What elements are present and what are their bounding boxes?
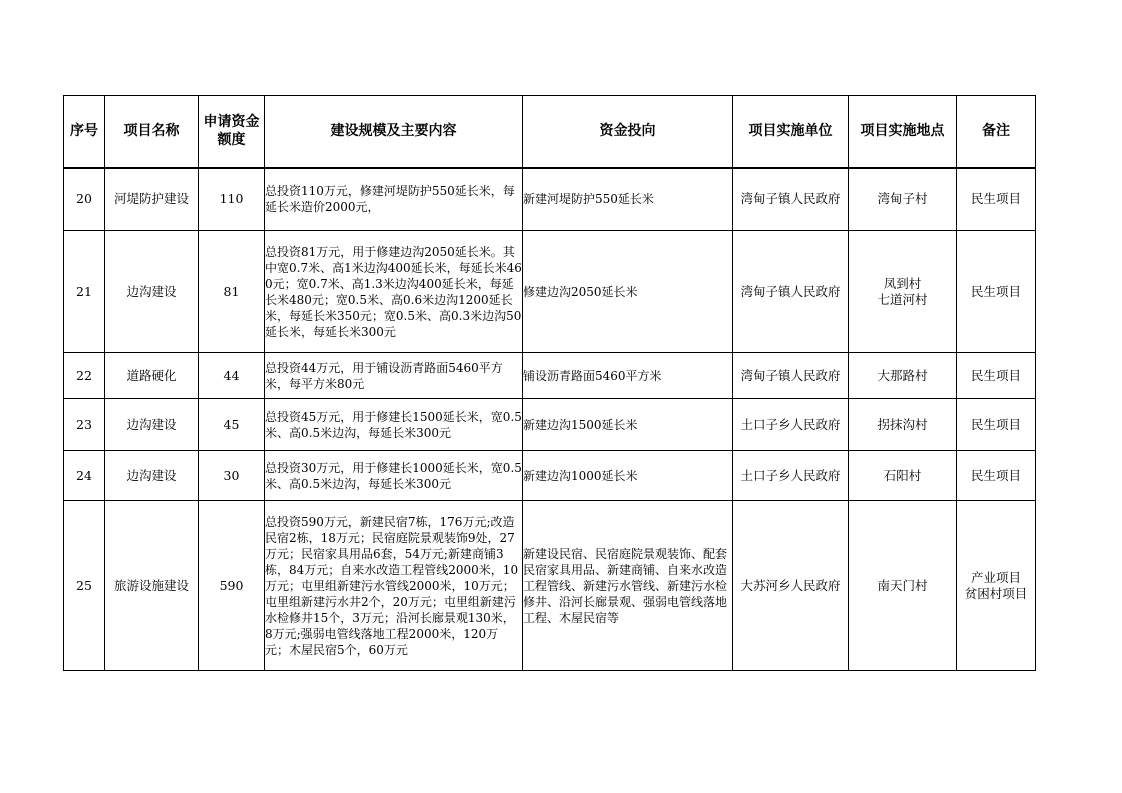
cell-project-name: 旅游设施建设 (105, 501, 199, 671)
cell-amount: 30 (199, 451, 265, 501)
cell-scale: 总投资590万元，新建民宿7栋，176万元;改造民宿2栋，18万元；民宿庭院景观装饰9处，27万元；民宿家具用品6套，54万元;新建商铺3栋，84万元；自来水改造工程管线2000米，10万元；屯里组新建污水管线2000米，10万元；屯里组新建污水井2个，20万元；屯里组新建污水检修井15个，3万元；沿河长廊景观130米，8万元;强弱电管线落地工程2000米，120万元；木屋民宿5个，60万元 (265, 501, 523, 671)
cell-scale: 总投资44万元，用于铺设沥青路面5460平方米，每平方米80元 (265, 353, 523, 399)
cell-unit: 土口子乡人民政府 (733, 399, 849, 451)
cell-project-name: 边沟建设 (105, 399, 199, 451)
cell-unit: 湾甸子镇人民政府 (733, 353, 849, 399)
cell-location: 凤到村 七道河村 (849, 231, 957, 353)
cell-amount: 44 (199, 353, 265, 399)
cell-direction: 新建河堤防护550延长米 (523, 168, 733, 231)
table-row (64, 451, 1036, 501)
cell-remark: 民生项目 (957, 399, 1036, 451)
cell-direction: 铺设沥青路面5460平方米 (523, 353, 733, 399)
cell-unit: 湾甸子镇人民政府 (733, 168, 849, 231)
cell-unit: 大苏河乡人民政府 (733, 501, 849, 671)
table-header-row (64, 96, 1036, 168)
table-row (64, 168, 1036, 231)
cell-remark: 民生项目 (957, 231, 1036, 353)
cell-project-name: 河堤防护建设 (105, 168, 199, 231)
cell-amount: 110 (199, 168, 265, 231)
cell-remark: 民生项目 (957, 353, 1036, 399)
cell-direction: 新建边沟1000延长米 (523, 451, 733, 501)
cell-scale: 总投资30万元，用于修建长1000延长米，宽0.5米、高0.5米边沟，每延长米300元 (265, 451, 523, 501)
header-project-name: 项目名称 (105, 96, 199, 168)
cell-unit: 湾甸子镇人民政府 (733, 231, 849, 353)
cell-no: 21 (64, 231, 105, 353)
cell-amount: 81 (199, 231, 265, 353)
cell-scale: 总投资81万元，用于修建边沟2050延长米。其中宽0.7米、高1米边沟400延长米，每延长米460元；宽0.7米、高1.3米边沟400延长米，每延长米480元；宽0.5米、高0.6米边沟1200延长米，每延长米350元；宽0.5米、高0.3米边沟50延长米，每延长米300元 (265, 231, 523, 353)
project-table (63, 95, 1036, 671)
cell-scale: 总投资110万元，修建河堤防护550延长米，每延长米造价2000元， (265, 168, 523, 231)
header-no: 序号 (64, 96, 105, 168)
cell-no: 23 (64, 399, 105, 451)
cell-no: 24 (64, 451, 105, 501)
cell-remark: 产业项目 贫困村项目 (957, 501, 1036, 671)
cell-no: 20 (64, 168, 105, 231)
table-row (64, 231, 1036, 353)
cell-amount: 45 (199, 399, 265, 451)
table-row (64, 353, 1036, 399)
cell-direction: 新建设民宿、民宿庭院景观装饰、配套民宿家具用品、新建商铺、自来水改造工程管线、新建污水管线、新建污水检修井、沿河长廊景观、强弱电管线落地工程、木屋民宿等 (523, 501, 733, 671)
cell-direction: 新建边沟1500延长米 (523, 399, 733, 451)
cell-project-name: 道路硬化 (105, 353, 199, 399)
cell-project-name: 边沟建设 (105, 231, 199, 353)
cell-remark: 民生项目 (957, 168, 1036, 231)
cell-location: 大那路村 (849, 353, 957, 399)
cell-location: 拐抹沟村 (849, 399, 957, 451)
cell-no: 25 (64, 501, 105, 671)
table-row (64, 399, 1036, 451)
header-unit: 项目实施单位 (733, 96, 849, 168)
cell-location: 湾甸子村 (849, 168, 957, 231)
cell-direction: 修建边沟2050延长米 (523, 231, 733, 353)
header-direction: 资金投向 (523, 96, 733, 168)
cell-no: 22 (64, 353, 105, 399)
header-amount: 申请资金 额度 (199, 96, 265, 168)
table-row (64, 501, 1036, 671)
cell-project-name: 边沟建设 (105, 451, 199, 501)
header-location: 项目实施地点 (849, 96, 957, 168)
header-scale: 建设规模及主要内容 (265, 96, 523, 168)
header-remark: 备注 (957, 96, 1036, 168)
cell-scale: 总投资45万元，用于修建长1500延长米，宽0.5米、高0.5米边沟，每延长米300元 (265, 399, 523, 451)
cell-amount: 590 (199, 501, 265, 671)
cell-location: 南天门村 (849, 501, 957, 671)
cell-unit: 土口子乡人民政府 (733, 451, 849, 501)
cell-location: 石阳村 (849, 451, 957, 501)
cell-remark: 民生项目 (957, 451, 1036, 501)
